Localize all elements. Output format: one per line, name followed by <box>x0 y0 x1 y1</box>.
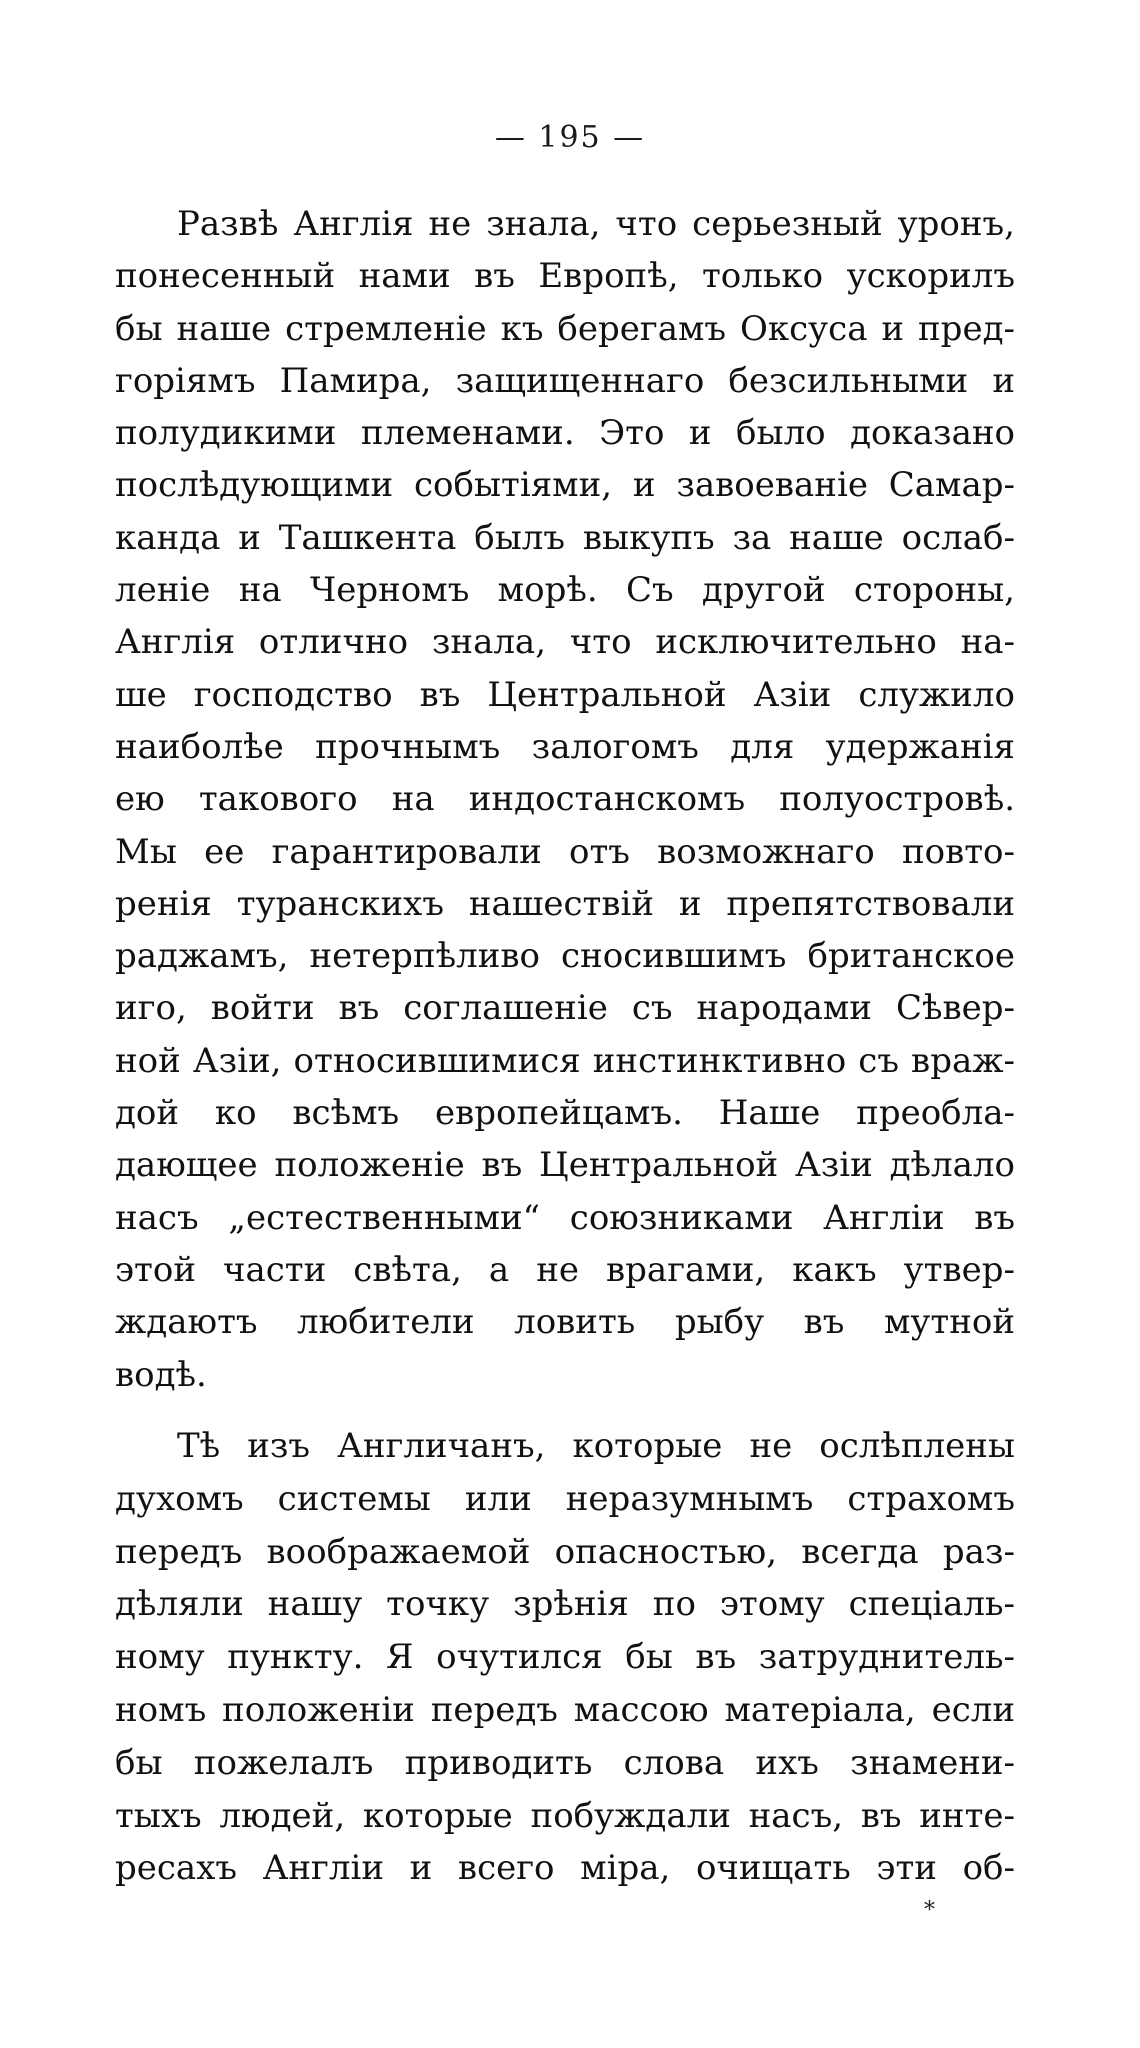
text-line: полудикими племенами. Это и было доказано <box>115 413 1015 454</box>
text-line: духомъ системы или неразумнымъ страхомъ <box>115 1478 1015 1519</box>
text-line: дой ко всѣмъ европейцамъ. Наше преобла- <box>115 1093 1015 1134</box>
text-line: Тѣ изъ Англичанъ, которые не ослѣплены <box>177 1426 1015 1466</box>
text-line: горіямъ Памира, защищеннаго безсильными и <box>115 360 1015 401</box>
text-line: понесенный нами въ Европѣ, только ускорилъ <box>115 256 1015 297</box>
text-line: тыхъ людей, которые побуждали насъ, въ инте- <box>115 1795 1015 1836</box>
text-line: ренія туранскихъ нашествій и препятствовали <box>115 883 1015 924</box>
text-line: водѣ. <box>115 1354 207 1395</box>
text-line: этой части свѣта, а не врагами, какъ утвер- <box>115 1249 1015 1290</box>
text-line: наиболѣе прочнымъ залогомъ для удержанія <box>115 726 1015 767</box>
text-line: раджамъ, нетерпѣливо сносившимъ британское <box>115 936 1015 977</box>
page-number: — 195 — <box>494 120 646 155</box>
text-line: послѣдующими событіями, и завоеваніе Самар- <box>115 465 1015 506</box>
paragraph-1 <box>115 198 1015 1401</box>
text-line: дѣляли нашу точку зрѣнія по этому спеціаль- <box>115 1584 1015 1625</box>
paragraph-2 <box>115 1420 1015 1895</box>
text-line: ше господство въ Центральной Азіи служило <box>115 674 1015 715</box>
text-line: бы пожелалъ приводить слова ихъ знамени- <box>115 1742 1015 1783</box>
text-line: бы наше стремленіе къ берегамъ Оксуса и пред- <box>115 308 1015 349</box>
text-line: леніе на Черномъ морѣ. Съ другой стороны, <box>115 570 1015 611</box>
text-line: номъ положеніи передъ массою матеріала, если <box>115 1689 1015 1730</box>
text-line: Мы ее гарантировали отъ возможнаго повто- <box>115 831 1015 872</box>
text-line: ному пункту. Я очутился бы въ затруднитель- <box>115 1637 1015 1678</box>
text-line: передъ воображаемой опасностью, всегда раз- <box>115 1531 1015 1572</box>
text-line: ной Азіи, относившимися инстинктивно съ враж- <box>115 1040 1015 1081</box>
text-line: Англія отлично знала, что исключительно на- <box>115 622 1015 663</box>
text-line: насъ „естественными“ союзниками Англіи въ <box>115 1197 1015 1238</box>
text-line: ею такового на индостанскомъ полуостровѣ. <box>115 779 1015 820</box>
text-line: ждаютъ любители ловить рыбу въ мутной <box>115 1302 1015 1343</box>
text-line: иго, войти въ соглашеніе съ народами Сѣвер- <box>115 988 1015 1029</box>
footnote-mark: * <box>924 1898 935 1923</box>
text-line: Развѣ Англія не знала, что серьезный уронъ, <box>177 204 1015 244</box>
text-line: канда и Ташкента былъ выкупъ за наше ослаб- <box>115 517 1015 558</box>
text-line: ресахъ Англіи и всего міра, очищать эти об- <box>115 1848 1015 1889</box>
text-line: дающее положеніе въ Центральной Азіи дѣлало <box>115 1145 1015 1186</box>
